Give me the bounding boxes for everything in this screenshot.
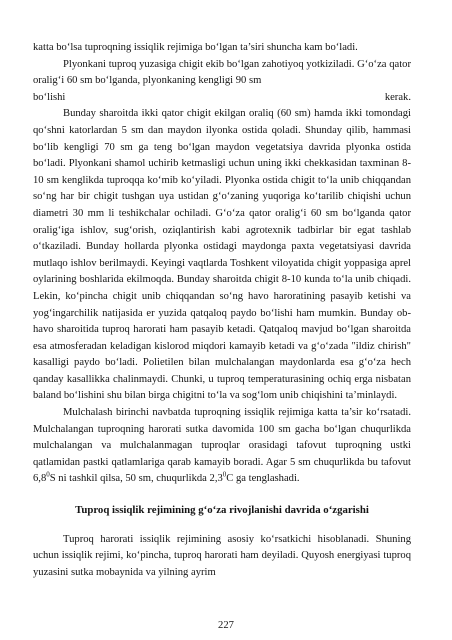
text-fragment: C ga tenglashadi.: [226, 473, 300, 485]
page-body: [33, 40, 411, 581]
text-fragment: Mulchalash birinchi navbatda tuproqning issiqlik rejimiga katta ta’sir ko‘rsatadi. Mulchalangan tuproqning harorati sutka davomida 100 sm gacha bo‘lgan chuqurlikda mulchalangan va mulchalanmagan tuproqlar orasidagi tafovut tuproqning ustki qatlamidan pastki qatlamlariga qarab kamayib boradi. Agar 5 sm chuqurlikda bu tafovut 6,8: [33, 407, 411, 485]
section-heading: Tuproq issiqlik rejimining g‘o‘za rivojlanishi davrida o‘zgarishi: [75, 504, 369, 517]
text-fragment: kerak.: [384, 91, 411, 103]
paragraph: Tuproq harorati issiqlik rejimining asosiy ko‘rsatkichi hisoblanadi. Shuning uchun issiqlik rejimi, ko‘pincha, tuproq harorati ham deyiladi. Quyosh energiyasi tuproq yuzasini sutka mobaynida va yilning ayrim: [33, 533, 411, 578]
paragraph: Bunday sharoitda ikki qator chigit ekilgan oraliq (60 sm) hamda ikki tomondagi qo‘shni katorlardan 5 sm dan maydon ilyonka ostida qoladi. Shunday qilib, hammasi bo‘lib kengligi 70 sm ga teng bo‘lgan maydon vegetatsiya davrida plyonka ostida bo‘ladi. Plyonkani shamol uchirib ketmasligi uchun uning ikki chekkasidan taxminan 8-10 sm kenglikda tuproqqa ko‘mib ko‘yiladi. Plyonka ostida chigit to‘la unib chiqqandan so‘ng har bir chigit tushgan uya ustidan g‘o‘zaning yuqoriga ko‘tarilib chiqishi uchun diametri 30 mm li teshikchalar ochiladi. G‘o‘za qator oralig‘i 60 sm bo‘lganda qator oralig‘iga ishlov, sug‘orish, oziqlantirish kabi agrotexnik tadbirlar bir egat tashlab o‘tkaziladi. Bunday hollarda plyonka ostidagi maydonga paxta vegetatsiyasi davrida mutlaqo ishlov berilmaydi. Keyingi vaqtlarda Toshkent viloyatida chigit yoppasiga aprel oylarining boshlarida ekilmoqda. Bunday sharoitda chigit 8-10 kunda to‘la unib chiqadi. Lekin, ko‘pincha chigit unib chiqqandan so‘ng havo haroratining pasayib ketishi va yog‘ingarchilik natijasida er yuzida qatqaloq paydo bo‘lishi ham mumkin. Bunday ob-havo sharoitida tuproq harorati ham pasayib ketadi. Qatqaloq mavjud bo‘lgan sharoitda esa atmosferadan keladigan kislorod miqdori kamayib ketadi va g‘o‘zada "ildiz chirish" kasalligi paydo bo‘ladi. Polietilen bilan mulchalangan maydonlarda esa g‘o‘za hech qanday kasallikka chalinmaydi. Chunki, u tuproq temperaturasining ochiq erga nisbatan baland bo‘lishini shu bilan birga chigitni to‘la va sog‘lom unib chiqishini ta’minlaydi.: [33, 108, 411, 402]
justified-line: [33, 90, 411, 107]
paragraph: [33, 405, 411, 488]
superscript: 0: [222, 470, 227, 479]
text-fragment: S ni tashkil qilsa, 50 sm, chuqurlikda 2,3: [49, 473, 223, 485]
paragraph: Plyonkani tuproq yuzasiga chigit ekib bo‘lgan zahotiyoq yotkiziladi. G‘o‘za qator oralig‘i 60 sm bo‘lganda, plyonkaning kengligi 90 sm: [33, 58, 411, 87]
text-fragment: bo‘lishi: [33, 91, 66, 103]
paragraph: katta bo‘lsa tuproqning issiqlik rejimiga bo‘lgan ta’siri shuncha kam bo‘ladi.: [33, 42, 358, 53]
superscript: 0: [46, 470, 50, 479]
page-number: 227: [218, 620, 234, 631]
